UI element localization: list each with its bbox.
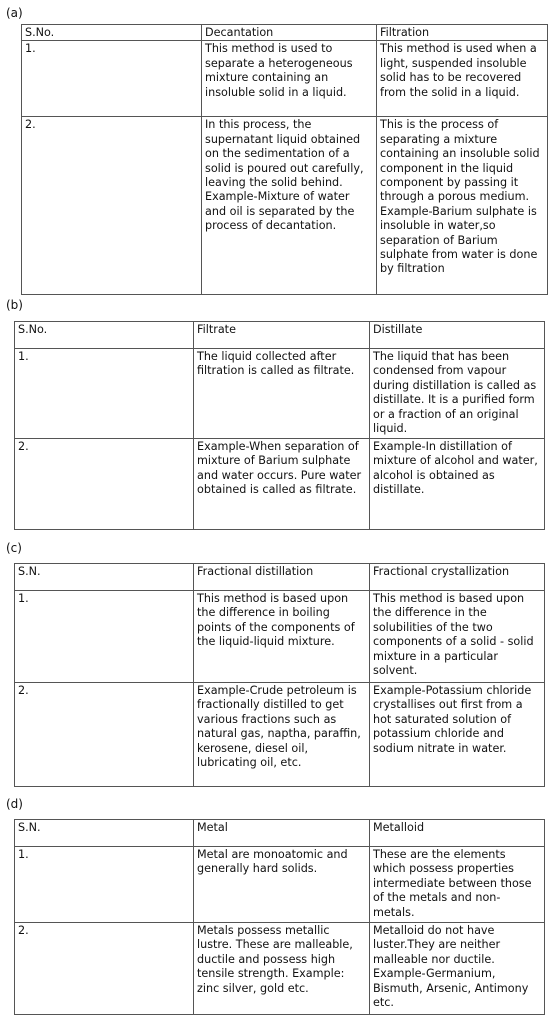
row-cell: These are the elements which possess properties intermediate between those of the metals and non-metals. — [370, 847, 545, 923]
row-number: 1. — [15, 847, 194, 923]
table-row — [15, 923, 545, 1015]
section-d-label: (d) — [6, 797, 23, 811]
section-a-label: (a) — [6, 6, 23, 20]
header-col-2: Filtration — [377, 25, 548, 41]
section-d-table — [14, 819, 545, 1015]
row-number: 1. — [15, 349, 194, 439]
table-row — [15, 847, 545, 923]
header-col-1: Filtrate — [194, 322, 370, 349]
row-cell: This method is used to separate a heterogeneous mixture containing an insoluble solid in a liquid. — [202, 41, 377, 117]
header-sno: S.N. — [15, 820, 194, 847]
header-col-1: Decantation — [202, 25, 377, 41]
table-row — [15, 591, 545, 683]
table-row — [22, 41, 548, 117]
table-header-row — [22, 25, 548, 41]
table-header-row — [15, 322, 545, 349]
header-sno: S.No. — [22, 25, 202, 41]
header-col-1: Metal — [194, 820, 370, 847]
row-cell: Metals possess metallic lustre. These are malleable, ductile and possess high tensile strength. Example: zinc silver, gold etc. — [194, 923, 370, 1015]
row-number: 1. — [22, 41, 202, 117]
table-header-row — [15, 564, 545, 591]
row-number: 2. — [15, 683, 194, 787]
table-row — [15, 349, 545, 439]
table-row — [15, 439, 545, 530]
row-cell: Example-Crude petroleum is fractionally distilled to get various fractions such as natural gas, naptha, paraffin, kerosene, diesel oil, lubricating oil, etc. — [194, 683, 370, 787]
row-cell: In this process, the supernatant liquid obtained on the sedimentation of a solid is poured out carefully, leaving the solid behind. Example-Mixture of water and oil is separated by the process of decantation. — [202, 117, 377, 295]
row-cell: Metalloid do not have luster.They are neither malleable nor ductile. Example-Germanium, Bismuth, Arsenic, Antimony etc. — [370, 923, 545, 1015]
row-cell: Metal are monoatomic and generally hard solids. — [194, 847, 370, 923]
row-cell: This is the process of separating a mixture containing an insoluble solid component in the liquid component by passing it through a porous medium. Example-Barium sulphate is insoluble in water,so separation of Barium sulphate from water is done by filtration — [377, 117, 548, 295]
row-cell: Example-In distillation of mixture of alcohol and water, alcohol is obtained as distillate. — [370, 439, 545, 530]
row-number: 2. — [15, 439, 194, 530]
row-cell: The liquid that has been condensed from vapour during distillation is called as distillate. It is a purified form or a fraction of an original liquid. — [370, 349, 545, 439]
header-sno: S.No. — [15, 322, 194, 349]
row-cell: This method is based upon the difference in the solubilities of the two components of a solid - solid mixture in a particular solvent. — [370, 591, 545, 683]
row-cell: This method is based upon the difference in boiling points of the components of the liquid-liquid mixture. — [194, 591, 370, 683]
section-c-table — [14, 563, 545, 787]
table-header-row — [15, 820, 545, 847]
row-number: 1. — [15, 591, 194, 683]
header-sno: S.N. — [15, 564, 194, 591]
section-c-label: (c) — [6, 541, 22, 555]
row-cell: Example-When separation of mixture of Barium sulphate and water occurs. Pure water obtained is called as filtrate. — [194, 439, 370, 530]
header-col-1: Fractional distillation — [194, 564, 370, 591]
row-cell: Example-Potassium chloride crystallises out first from a hot saturated solution of potassium chloride and sodium nitrate in water. — [370, 683, 545, 787]
row-cell: The liquid collected after filtration is called as filtrate. — [194, 349, 370, 439]
table-row — [15, 683, 545, 787]
row-number: 2. — [15, 923, 194, 1015]
header-col-2: Distillate — [370, 322, 545, 349]
table-row — [22, 117, 548, 295]
header-col-2: Fractional crystallization — [370, 564, 545, 591]
section-b-table — [14, 321, 545, 530]
section-b-label: (b) — [6, 298, 23, 312]
row-number: 2. — [22, 117, 202, 295]
header-col-2: Metalloid — [370, 820, 545, 847]
section-a-table — [21, 24, 548, 295]
row-cell: This method is used when a light, suspended insoluble solid has to be recovered from the solid in a liquid. — [377, 41, 548, 117]
